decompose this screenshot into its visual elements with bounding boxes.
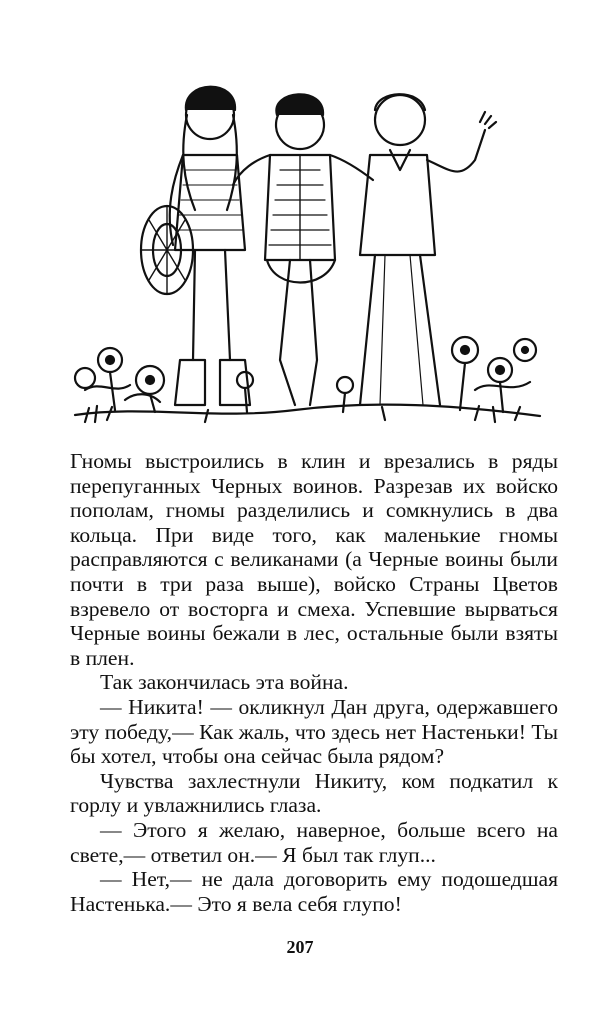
three-children-in-flower-meadow-illustration — [55, 60, 555, 435]
paragraph: — Никита! — окликнул Дан друга, одержавшего эту победу,— Как жаль, что здесь нет Настеньки! Ты бы хотел, чтобы она сейчас была рядом? — [70, 694, 558, 769]
paragraph: — Этого я желаю, наверное, больше всего на свете,— ответил он.— Я был так глуп... — [70, 817, 558, 867]
three-children-illustration — [55, 60, 555, 435]
paragraph: — Нет,— не дала договорить ему подошедшая Настенька.— Это я вела себя глупо! — [70, 867, 558, 916]
page-number: 207 — [286, 937, 314, 957]
paragraph: Так закончилась эта война. — [100, 670, 349, 695]
paragraph: Чувства захлестнули Никиту, ком подкатил к горлу и увлажнились глаза. — [70, 768, 558, 818]
body-text — [70, 449, 558, 916]
paragraph: Гномы выстроились в клин и врезались в ряды перепуганных Черных воинов. Разрезав их войско пополам, гномы разделились и сомкнулись в два кольца. При виде того, как маленькие гномы расправляются с великанами (а Черные воины были почти в три раза выше), войско Страны Цветов взревело от восторга и смеха. Успевшие вырваться Черные воины бежали в лес, остальные были взяты в плен. — [70, 449, 558, 670]
